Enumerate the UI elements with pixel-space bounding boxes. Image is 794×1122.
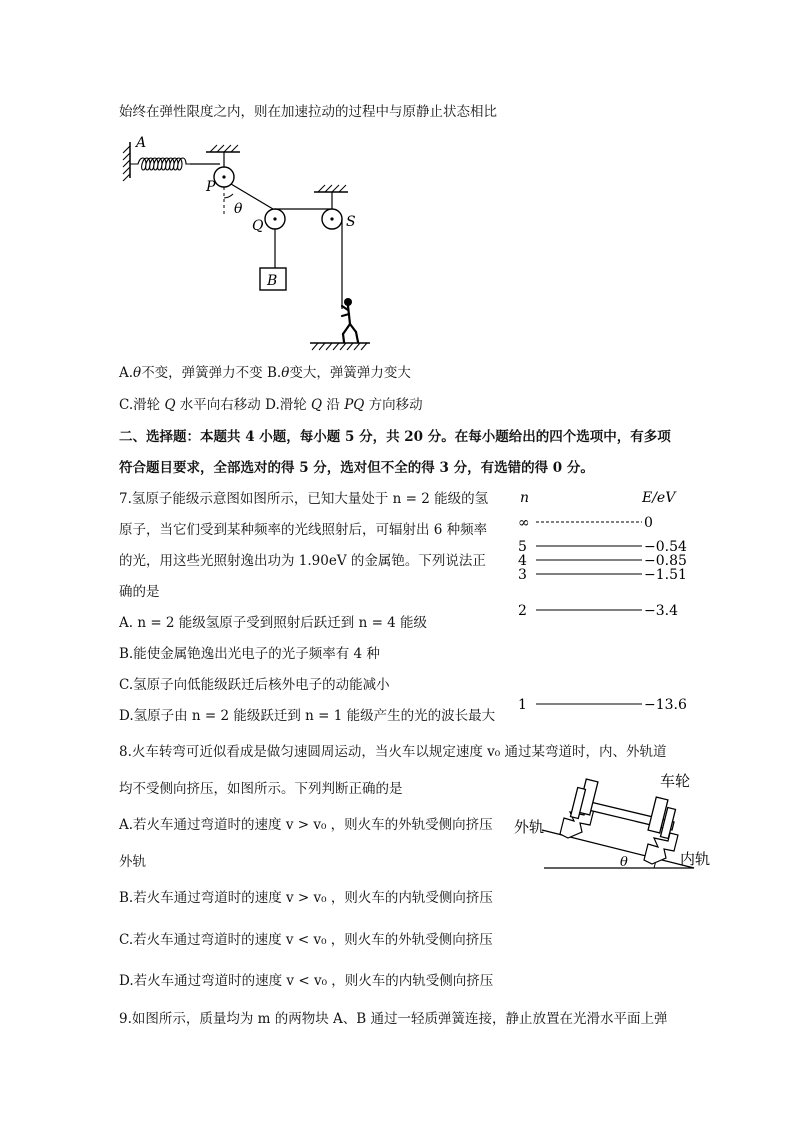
- q9-stem-line1: 9.如图所示，质量均为 m 的两物块 A、B 通过一轻质弹簧连接，静止放置在光滑水平面上弹: [119, 1011, 668, 1027]
- label-inner-rail: 内轨: [680, 850, 711, 868]
- energy-level-n: 2: [518, 603, 527, 619]
- energy-axis-label: E/eV: [642, 490, 676, 506]
- energy-level-n: 4: [518, 553, 527, 569]
- energy-level-n: 3: [518, 567, 527, 583]
- energy-level-value: −1.51: [644, 567, 687, 583]
- q6-options-ab: A.θ不变，弹簧弹力不变 B.θ变大，弹簧弹力变大: [119, 365, 411, 381]
- q8-option-d: D.若火车通过弯道时的速度 v < v₀ ，则火车的内轨受侧向挤压: [119, 973, 494, 989]
- q7-stem-line2: 原子，当它们受到某种频率的光线照射后，可辐射出 6 种频率: [119, 522, 488, 538]
- energy-level-n: ∞: [518, 515, 530, 531]
- q7-stem-line3: 的光，用这些光照射逸出功为 1.90eV 的金属铯。下列说法正: [119, 553, 486, 569]
- label-wheel: 车轮: [660, 772, 691, 790]
- energy-level-value: −13.6: [644, 697, 687, 713]
- inner-rail-block: [644, 833, 678, 864]
- energy-level-n: 1: [518, 697, 527, 713]
- energy-level-value: −3.4: [644, 603, 678, 619]
- energy-level-value: −0.85: [644, 553, 687, 569]
- label-b: B: [267, 273, 278, 289]
- energy-level-n: 5: [518, 539, 527, 555]
- q8-option-c: C.若火车通过弯道时的速度 v < v₀ ，则火车的外轨受侧向挤压: [119, 932, 493, 948]
- label-theta-rail: θ: [620, 855, 628, 870]
- pulley-spring-figure: [120, 134, 380, 354]
- person-pulling: [342, 298, 358, 342]
- q7-stem-line1: 7.氢原子能级示意图如图所示，已知大量处于 n = 2 能级的氢: [119, 491, 489, 507]
- label-theta: θ: [234, 201, 243, 217]
- spring: [130, 158, 190, 170]
- q8-stem-line1: 8.火车转弯可近似看成是做匀速圆周运动，当火车以规定速度 v₀ 通过某弯道时，内、外轨道: [119, 744, 667, 760]
- label-outer-rail: 外轨: [514, 818, 545, 836]
- n-axis-label: n: [520, 490, 530, 506]
- q7-option-a: A. n = 2 能级氢原子受到照射后跃迁到 n = 4 能级: [119, 615, 428, 631]
- label-p: P: [206, 179, 216, 195]
- q6-options-cd: C.滑轮 Q 水平向右移动 D.滑轮 Q 沿 PQ 方向移动: [119, 397, 423, 413]
- q8-option-a-continued: 外轨: [119, 854, 146, 870]
- q7-stem-line4: 确的是: [119, 584, 160, 600]
- energy-level-diagram: [510, 488, 700, 718]
- train-rail-figure: [512, 760, 732, 880]
- q7-option-b: B.能使金属铯逸出光电子的光子频率有 4 种: [119, 646, 380, 662]
- label-s: S: [346, 214, 356, 230]
- q7-option-d: D.氢原子由 n = 2 能级跃迁到 n = 1 能级产生的光的波长最大: [119, 708, 496, 724]
- q8-stem-line2: 均不受侧向挤压，如图所示。下列判断正确的是: [119, 781, 403, 797]
- q6-intro-text: 始终在弹性限度之内，则在加速拉动的过程中与原静止状态相比: [119, 104, 497, 120]
- section2-heading-line2: 符合题目要求，全部选对的得 5 分，选对但不全的得 3 分，有选错的得 0 分。: [119, 460, 594, 476]
- q8-option-a: A.若火车通过弯道时的速度 v > v₀ ，则火车的外轨受侧向挤压: [119, 817, 493, 833]
- label-a: A: [136, 135, 147, 151]
- label-q: Q: [252, 218, 264, 234]
- energy-level-value: 0: [644, 515, 653, 531]
- energy-level-value: −0.54: [644, 539, 687, 555]
- section2-heading-line1: 二、选择题：本题共 4 小题，每小题 5 分，共 20 分。在每小题给出的四个选项中，有多项: [119, 429, 671, 445]
- q7-option-c: C.氢原子向低能级跃迁后核外电子的动能减小: [119, 677, 390, 693]
- q8-option-b: B.若火车通过弯道时的速度 v > v₀ ，则火车的内轨受侧向挤压: [119, 890, 493, 906]
